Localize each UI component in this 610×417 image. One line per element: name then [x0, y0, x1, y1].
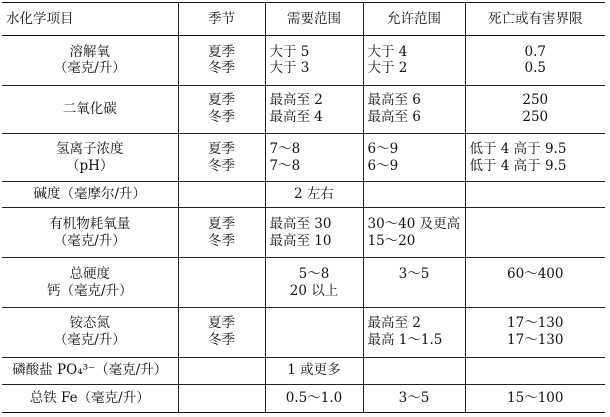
item-name-line1: 氢离子浓度 [56, 140, 124, 157]
item-name-line1: 有机物耗氧量 [49, 215, 131, 232]
water-chemistry-table [2, 2, 605, 413]
season-winter: 冬季 [208, 60, 235, 77]
season-cell [178, 36, 265, 85]
header-season: 季节 [178, 3, 265, 36]
season-summer: 夏季 [208, 92, 235, 109]
required-cell [265, 133, 363, 181]
required-summer: 大于 5 [269, 43, 310, 60]
item-name: 二氧化碳 [2, 85, 178, 133]
allowed-summer: 最高至 2 [367, 315, 421, 332]
lethal-winter: 0.5 [524, 60, 546, 77]
allowed-summer: 6～9 [367, 140, 399, 157]
required-summer: 最高至 2 [269, 92, 323, 109]
table-row-cod [2, 208, 605, 257]
required-cell [265, 308, 363, 357]
required-cell [265, 257, 363, 307]
lethal-winter: 低于 4 高于 9.5 [469, 157, 567, 174]
table-row-hardness [2, 257, 605, 307]
required-cell: 0.5～1.0 [265, 384, 363, 412]
item-name [2, 36, 178, 85]
item-name-line2: （毫克/升） [53, 60, 126, 77]
required-winter: 大于 3 [269, 60, 310, 77]
allowed-cell [363, 308, 465, 357]
allowed-cell [363, 85, 465, 133]
allowed-cell [363, 182, 465, 208]
lethal-cell [465, 257, 605, 307]
allowed-winter: 最高至 6 [367, 109, 421, 126]
item-name [2, 133, 178, 181]
allowed-hardness: 3～5 [398, 265, 430, 282]
header-allowed: 允许范围 [363, 3, 465, 36]
table-row-phosphate [2, 357, 605, 384]
season-winter: 冬季 [208, 332, 235, 349]
lethal-cell [465, 308, 605, 357]
lethal-summer: 0.7 [524, 43, 546, 60]
season-cell [178, 308, 265, 357]
header-item: 水化学项目 [2, 3, 178, 36]
item-name [2, 308, 178, 357]
allowed-summer: 最高至 6 [367, 92, 421, 109]
lethal-summer: 250 [522, 92, 549, 109]
required-cell [265, 85, 363, 133]
allowed-summer: 大于 4 [367, 43, 408, 60]
season-summer: 夏季 [208, 215, 235, 232]
allowed-cell [363, 208, 465, 257]
season-cell [178, 257, 265, 307]
table-row-oxygen [2, 36, 605, 85]
allowed-summer: 30～40 及更高 [367, 215, 461, 232]
allowed-winter: 6～9 [367, 157, 399, 174]
required-winter: 7～8 [269, 157, 301, 174]
item-name: 碱度（毫摩尔/升） [2, 182, 178, 208]
lethal-cell: 15～100 [465, 384, 605, 412]
lethal-cell [465, 182, 605, 208]
item-name-line1: 溶解氧 [69, 43, 110, 60]
header-required: 需要范围 [265, 3, 363, 36]
item-name-line1: 铵态氮 [69, 315, 110, 332]
required-cell: 2 左右 [265, 182, 363, 208]
item-name: 磷酸盐 PO₄³⁻（毫克/升） [2, 357, 178, 384]
lethal-summer: 低于 4 高于 9.5 [469, 140, 567, 157]
table-row-alkalinity [2, 182, 605, 208]
season-winter: 冬季 [208, 232, 235, 249]
season-summer: 夏季 [208, 315, 235, 332]
lethal-hardness: 60～400 [507, 265, 564, 282]
lethal-cell [465, 133, 605, 181]
lethal-winter: 250 [522, 109, 549, 126]
allowed-cell [363, 257, 465, 307]
item-name [2, 257, 178, 307]
item-name [2, 208, 178, 257]
allowed-cell [363, 36, 465, 85]
season-cell [178, 85, 265, 133]
table-row-co2 [2, 85, 605, 133]
item-name-line2: （pH） [66, 157, 114, 174]
required-hardness: 5～8 [298, 265, 330, 282]
item-name-line1: 总硬度 [69, 265, 110, 282]
allowed-cell [363, 357, 465, 384]
lethal-cell [465, 208, 605, 257]
season-winter: 冬季 [208, 157, 235, 174]
required-winter: 最高至 10 [269, 232, 332, 249]
lethal-cell [465, 36, 605, 85]
season-cell [178, 384, 265, 412]
allowed-winter: 最高 1～1.5 [367, 332, 443, 349]
season-cell [178, 182, 265, 208]
required-summer: 7～8 [269, 140, 301, 157]
required-winter: 最高至 4 [269, 109, 323, 126]
required-summer: 最高至 30 [269, 215, 332, 232]
required-calcium: 20 以上 [289, 282, 339, 299]
season-cell [178, 208, 265, 257]
item-name: 总铁 Fe（毫克/升） [2, 384, 178, 412]
lethal-summer: 17～130 [507, 315, 564, 332]
required-cell [265, 36, 363, 85]
allowed-winter: 大于 2 [367, 60, 408, 77]
lethal-winter: 17～130 [507, 332, 564, 349]
allowed-winter: 15～20 [367, 232, 416, 249]
season-cell [178, 133, 265, 181]
item-name-line2: 钙（毫克/升） [46, 282, 133, 299]
table-row-ph [2, 133, 605, 181]
allowed-cell [363, 133, 465, 181]
table-row-ammonia [2, 308, 605, 357]
required-cell [265, 208, 363, 257]
season-winter: 冬季 [208, 109, 235, 126]
table-row-iron [2, 384, 605, 412]
required-cell: 1 或更多 [265, 357, 363, 384]
item-name-line2: （毫克/升） [53, 332, 126, 349]
item-name-line2: （毫克/升） [53, 232, 126, 249]
season-summer: 夏季 [208, 140, 235, 157]
allowed-cell: 3～5 [363, 384, 465, 412]
header-row [2, 3, 605, 36]
season-cell [178, 357, 265, 384]
lethal-cell [465, 357, 605, 384]
lethal-cell [465, 85, 605, 133]
season-summer: 夏季 [208, 43, 235, 60]
header-lethal: 死亡或有害界限 [465, 3, 605, 36]
